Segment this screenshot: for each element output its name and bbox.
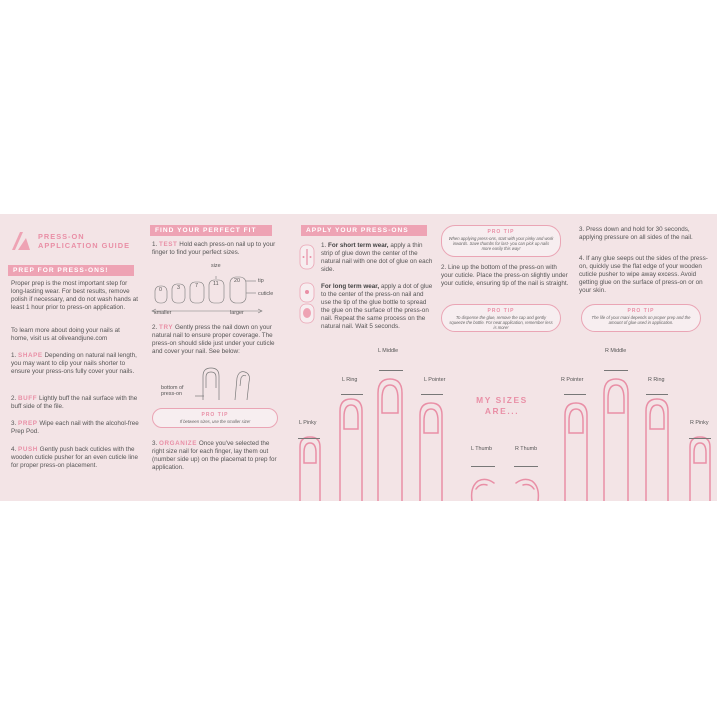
step-key: PREP	[18, 420, 38, 427]
prep-intro: Proper prep is the most important step for long-lasting wear. For best results, remove polish if necessary, and do not wash hands at least 1 hour prior to press-on application.	[11, 280, 138, 311]
nail-size-diagram	[150, 272, 265, 314]
l-thumb	[472, 479, 494, 501]
prep-learn-more: To learn more about doing your nails at home, visit us at oliveandjune.com	[11, 327, 120, 342]
prep-step-push: 4. PUSH Gently push back cuticles with the wooden cuticle pusher for an even cuticle line for proper press-on placement.	[11, 446, 139, 469]
size-label: size	[211, 263, 221, 269]
my-sizes-title: MY SIZES ARE...	[476, 395, 528, 416]
protip-text: If between sizes, use the smaller size!	[179, 419, 251, 424]
apply-step-wipe-glue: 4. If any glue seeps out the sides of the press-on, quickly use the flat edge of your wooden cuticle pusher to wipe away excess. Avoid getting glue on the surface of press-on or on your skin.	[579, 255, 708, 294]
larger-label: larger	[230, 310, 244, 316]
protip-text: The life of your mani depends on proper prep and the amount of glue used in application.	[591, 315, 691, 325]
l-pinky-size-line[interactable]	[298, 438, 320, 439]
fit-protip	[152, 408, 278, 428]
step-key: TEST	[159, 241, 178, 248]
fit-step-test: 1. TEST Hold each press-on nail up to your finger to find your perfect sizes.	[152, 241, 276, 256]
protip-header: PRO TIP	[487, 308, 515, 314]
brand-logo-icon	[10, 230, 32, 252]
apply-header: APPLY YOUR PRESS-ONS	[301, 225, 427, 236]
long-wear-glue-icon	[299, 282, 315, 324]
r-pinky-size-line[interactable]	[689, 438, 711, 439]
step-key: SHAPE	[18, 352, 43, 359]
step-key: ORGANIZE	[159, 440, 198, 447]
prep-step-shape: 1. SHAPE Depending on natural nail length, you may want to clip your nails shorter to ensure your press-ons fully cover your nails.	[11, 352, 137, 375]
l-thumb-label: L Thumb	[471, 446, 492, 452]
r-pinky-label: R Pinky	[690, 420, 709, 426]
apply-protip-2	[441, 304, 561, 332]
l-ring-label: L Ring	[342, 377, 358, 383]
protip-header: PRO TIP	[201, 412, 229, 418]
apply-step-line-up: 2. Line up the bottom of the press-on with your cuticle. Place the press-on slightly under your cuticle, ensuring tip of the nail is straight.	[441, 264, 569, 287]
step-key: BUFF	[18, 395, 38, 402]
r-middle-size-line[interactable]	[604, 370, 628, 371]
fit-header: FIND YOUR PERFECT FIT	[150, 225, 272, 236]
l-middle-size-line[interactable]	[379, 370, 403, 371]
prep-header: PREP FOR PRESS-ONS!	[8, 265, 134, 276]
step-key: PUSH	[18, 446, 38, 453]
r-thumb-size-line[interactable]	[514, 466, 538, 467]
fit-step-organize: 3. ORGANIZE Once you've selected the right size nail for each finger, lay them out (number side up) on the placemat to prep for application.	[152, 440, 277, 471]
brand-title-line1: PRESS-ON	[38, 232, 85, 241]
size-number-3: 3	[177, 285, 180, 291]
application-guide-card	[0, 214, 717, 501]
apply-step-short-wear: 1. For short term wear, apply a thin strip of glue down the center of the natural nail with one dot of glue on each side.	[321, 242, 433, 273]
l-ring-size-line[interactable]	[341, 394, 363, 395]
r-pointer-finger	[565, 403, 587, 501]
l-pinky-label: L Pinky	[299, 420, 317, 426]
r-pointer-size-line[interactable]	[564, 394, 586, 395]
l-pointer-label: L Pointer	[424, 377, 446, 383]
bottom-of-press-on-label: bottom of press-on	[161, 385, 184, 397]
prep-step-buff: 2. BUFF Lightly buff the nail surface with the buff side of the file.	[11, 395, 138, 410]
r-thumb	[516, 479, 538, 501]
step-key: TRY	[159, 324, 174, 331]
brand-title-line2: APPLICATION GUIDE	[38, 241, 131, 250]
r-ring-size-line[interactable]	[646, 394, 668, 395]
l-thumb-size-line[interactable]	[471, 466, 495, 467]
protip-text: When applying press-ons, start with your pinky and work inwards. Save thumbs for last- you can pick up nails more easily this way!	[448, 236, 554, 251]
apply-step-press-down: 3. Press down and hold for 30 seconds, applying pressure on all sides of the nail.	[579, 226, 693, 241]
r-middle-label: R Middle	[605, 348, 627, 354]
r-pointer-label: R Pointer	[561, 377, 584, 383]
apply-step-long-wear: For long term wear, apply a dot of glue to the center of the press-on nail and use the tip of the glue bottle to spread the glue on the surface of the press-on nail. Repeat the same process on the natural nail. Wait 5 seconds.	[321, 283, 433, 330]
l-middle-label: L Middle	[378, 348, 399, 354]
r-ring-finger	[646, 399, 668, 501]
smaller-label: smaller	[154, 310, 172, 316]
l-pointer-size-line[interactable]	[421, 394, 443, 395]
r-ring-label: R Ring	[648, 377, 665, 383]
protip-header: PRO TIP	[627, 308, 655, 314]
apply-protip-3	[581, 304, 701, 332]
protip-text: To dispense the glue, remove the cap and gently squeeze the bottle. For neat application, remember less is more!	[449, 315, 553, 330]
l-pinky-finger	[300, 437, 320, 501]
l-ring-finger	[340, 399, 362, 501]
prep-step-prep: 3. PREP Wipe each nail with the alcohol-free Prep Pod.	[11, 420, 139, 435]
r-pinky-finger	[690, 437, 710, 501]
size-number-11: 11	[213, 281, 219, 287]
apply-protip-1	[441, 225, 561, 257]
brand-title	[38, 232, 130, 250]
r-thumb-label: R Thumb	[515, 446, 538, 452]
finger-press-diagram	[195, 366, 265, 400]
l-pointer-finger	[420, 403, 442, 501]
size-number-7: 7	[195, 283, 198, 289]
size-number-0: 0	[159, 287, 162, 293]
protip-header: PRO TIP	[487, 229, 515, 235]
fit-step-try: 2. TRY Gently press the nail down on your natural nail to ensure proper coverage. The press-on should slide just under your cuticle and cover your nail. See below:	[152, 324, 275, 355]
cuticle-label: cuticle	[258, 291, 274, 297]
size-number-20: 20	[234, 278, 240, 284]
short-wear-glue-icon	[299, 244, 315, 270]
tip-label: tip	[258, 278, 264, 284]
